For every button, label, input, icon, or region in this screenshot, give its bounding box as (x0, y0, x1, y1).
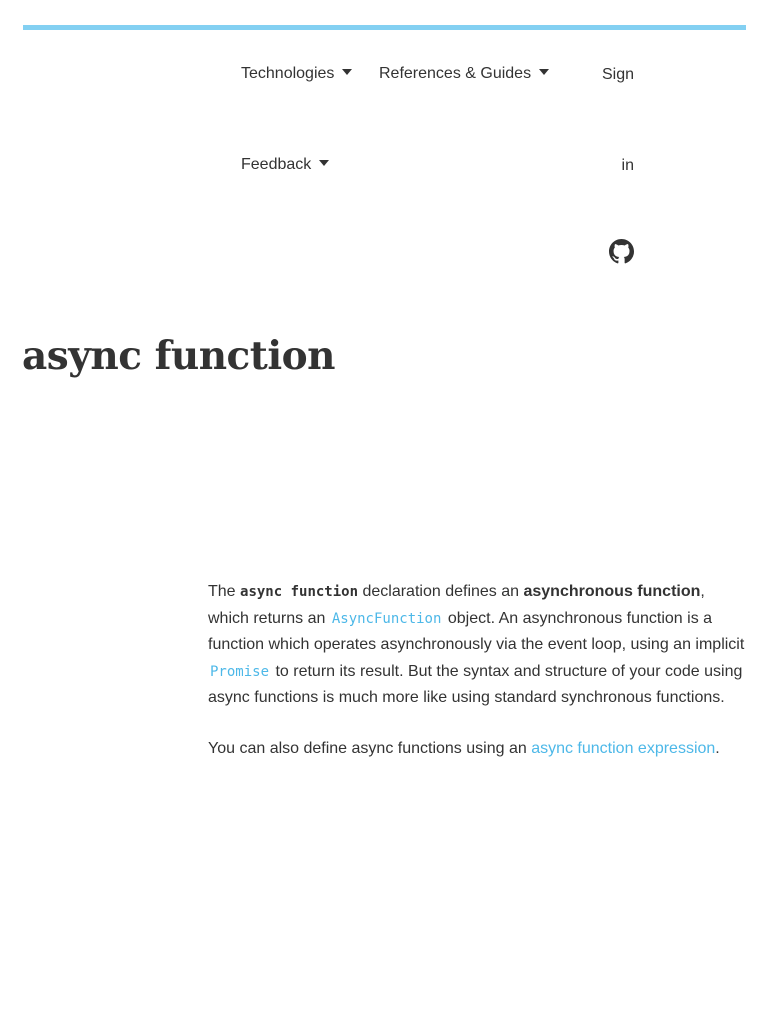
nav-references-guides-label: References & Guides (379, 65, 532, 82)
text-span: . (715, 739, 720, 757)
caret-down-icon (319, 160, 329, 166)
text-span: The (208, 583, 241, 600)
text-span: , which returns an (208, 583, 705, 627)
sign-in-label-line2: in (621, 157, 634, 174)
inline-code-async-function: async function (240, 584, 359, 600)
text-span: declaration defines an (358, 583, 524, 600)
sign-in-link[interactable] (590, 29, 634, 211)
nav-technologies[interactable] (241, 64, 352, 84)
article-content (208, 579, 748, 786)
github-icon[interactable] (609, 239, 634, 264)
also-paragraph (208, 736, 748, 763)
text-span: object. An asynchronous function is a function which operates asynchronously via the event loop, using an implicit (208, 609, 745, 653)
top-accent-bar (23, 25, 746, 30)
nav-feedback[interactable] (241, 155, 329, 175)
nav-feedback-label: Feedback (241, 156, 312, 173)
link-async-function-expression[interactable]: async function expression (531, 739, 716, 757)
nav-references-guides[interactable] (379, 64, 549, 84)
sign-in-label-line1: Sign (601, 66, 634, 83)
intro-paragraph (208, 579, 748, 712)
text-span: You can also define async functions using an (208, 739, 532, 757)
page-title: async function (22, 333, 335, 379)
link-promise[interactable]: Promise (210, 663, 270, 680)
text-span: to return its result. But the syntax and structure of your code using async functions is much more like using standard synchronous functions. (208, 662, 743, 706)
caret-down-icon (342, 69, 352, 75)
caret-down-icon (539, 69, 549, 75)
nav-technologies-label: Technologies (241, 65, 335, 82)
link-asyncfunction[interactable]: AsyncFunction (331, 610, 442, 627)
bold-asynchronous-function: asynchronous function (523, 583, 701, 600)
